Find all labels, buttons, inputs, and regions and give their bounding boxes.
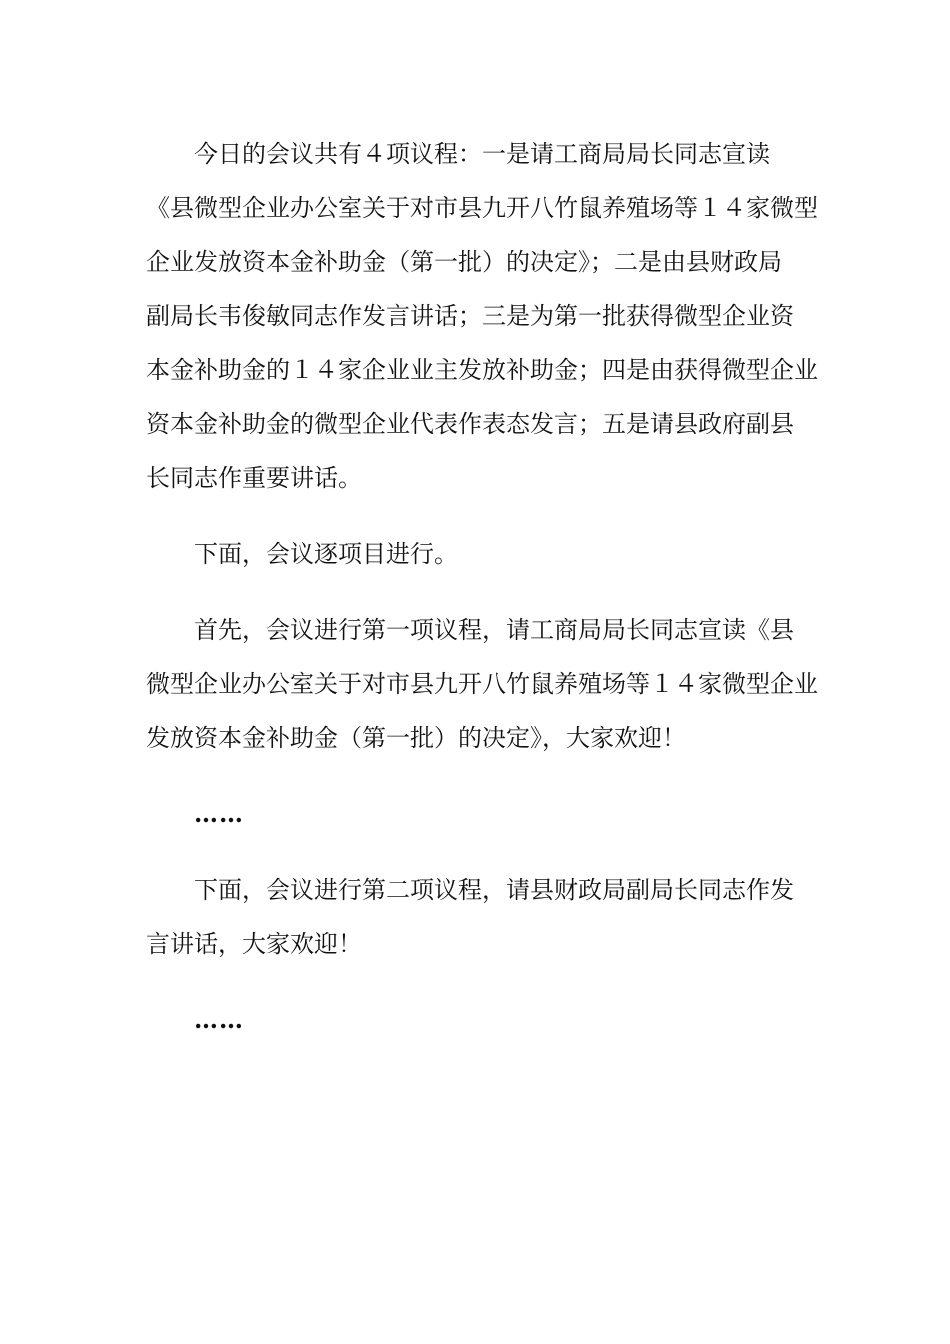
paragraph-ellipsis — [146, 787, 810, 841]
paragraph-second-item — [146, 863, 810, 971]
paragraph-first-item — [146, 603, 818, 765]
paragraph-spacer — [146, 505, 810, 527]
paragraph-spacer — [146, 841, 810, 863]
paragraph-spacer — [146, 581, 810, 603]
ellipsis-text: …… — [194, 799, 244, 828]
ellipsis-text: …… — [194, 1005, 244, 1034]
paragraph-proceed — [146, 527, 810, 581]
text-line: 本金补助金的１４家企业业主发放补助金；四是由获得微型企业 — [146, 356, 818, 384]
text-line: 长同志作重要讲话。 — [146, 464, 362, 492]
text-line: 言讲话，大家欢迎！ — [146, 930, 362, 958]
text-line: 今日的会议共有４项议程：一是请工商局局长同志宣读 — [194, 140, 770, 168]
text-line: 《县微型企业办公室关于对市县九开八竹鼠养殖场等１４家微型 — [146, 194, 818, 222]
paragraph-spacer — [146, 971, 810, 993]
text-line: 下面，会议进行第二项议程，请县财政局副局长同志作发 — [194, 876, 794, 904]
text-line: 发放资本金补助金（第一批）的决定》，大家欢迎！ — [146, 724, 686, 752]
text-line: 微型企业办公室关于对市县九开八竹鼠养殖场等１４家微型企业 — [146, 670, 818, 698]
text-line: 下面，会议逐项目进行。 — [194, 540, 458, 568]
paragraph-ellipsis — [146, 993, 810, 1047]
paragraph-spacer — [146, 765, 810, 787]
text-line: 企业发放资本金补助金（第一批）的决定》；二是由县财政局 — [146, 248, 782, 276]
document-body — [146, 127, 818, 1047]
text-line: 副局长韦俊敏同志作发言讲话；三是为第一批获得微型企业资 — [146, 302, 794, 330]
text-line: 资本金补助金的微型企业代表作表态发言；五是请县政府副县 — [146, 410, 794, 438]
text-line: 首先，会议进行第一项议程，请工商局局长同志宣读《县 — [194, 616, 794, 644]
paragraph-agenda-overview — [146, 127, 818, 505]
